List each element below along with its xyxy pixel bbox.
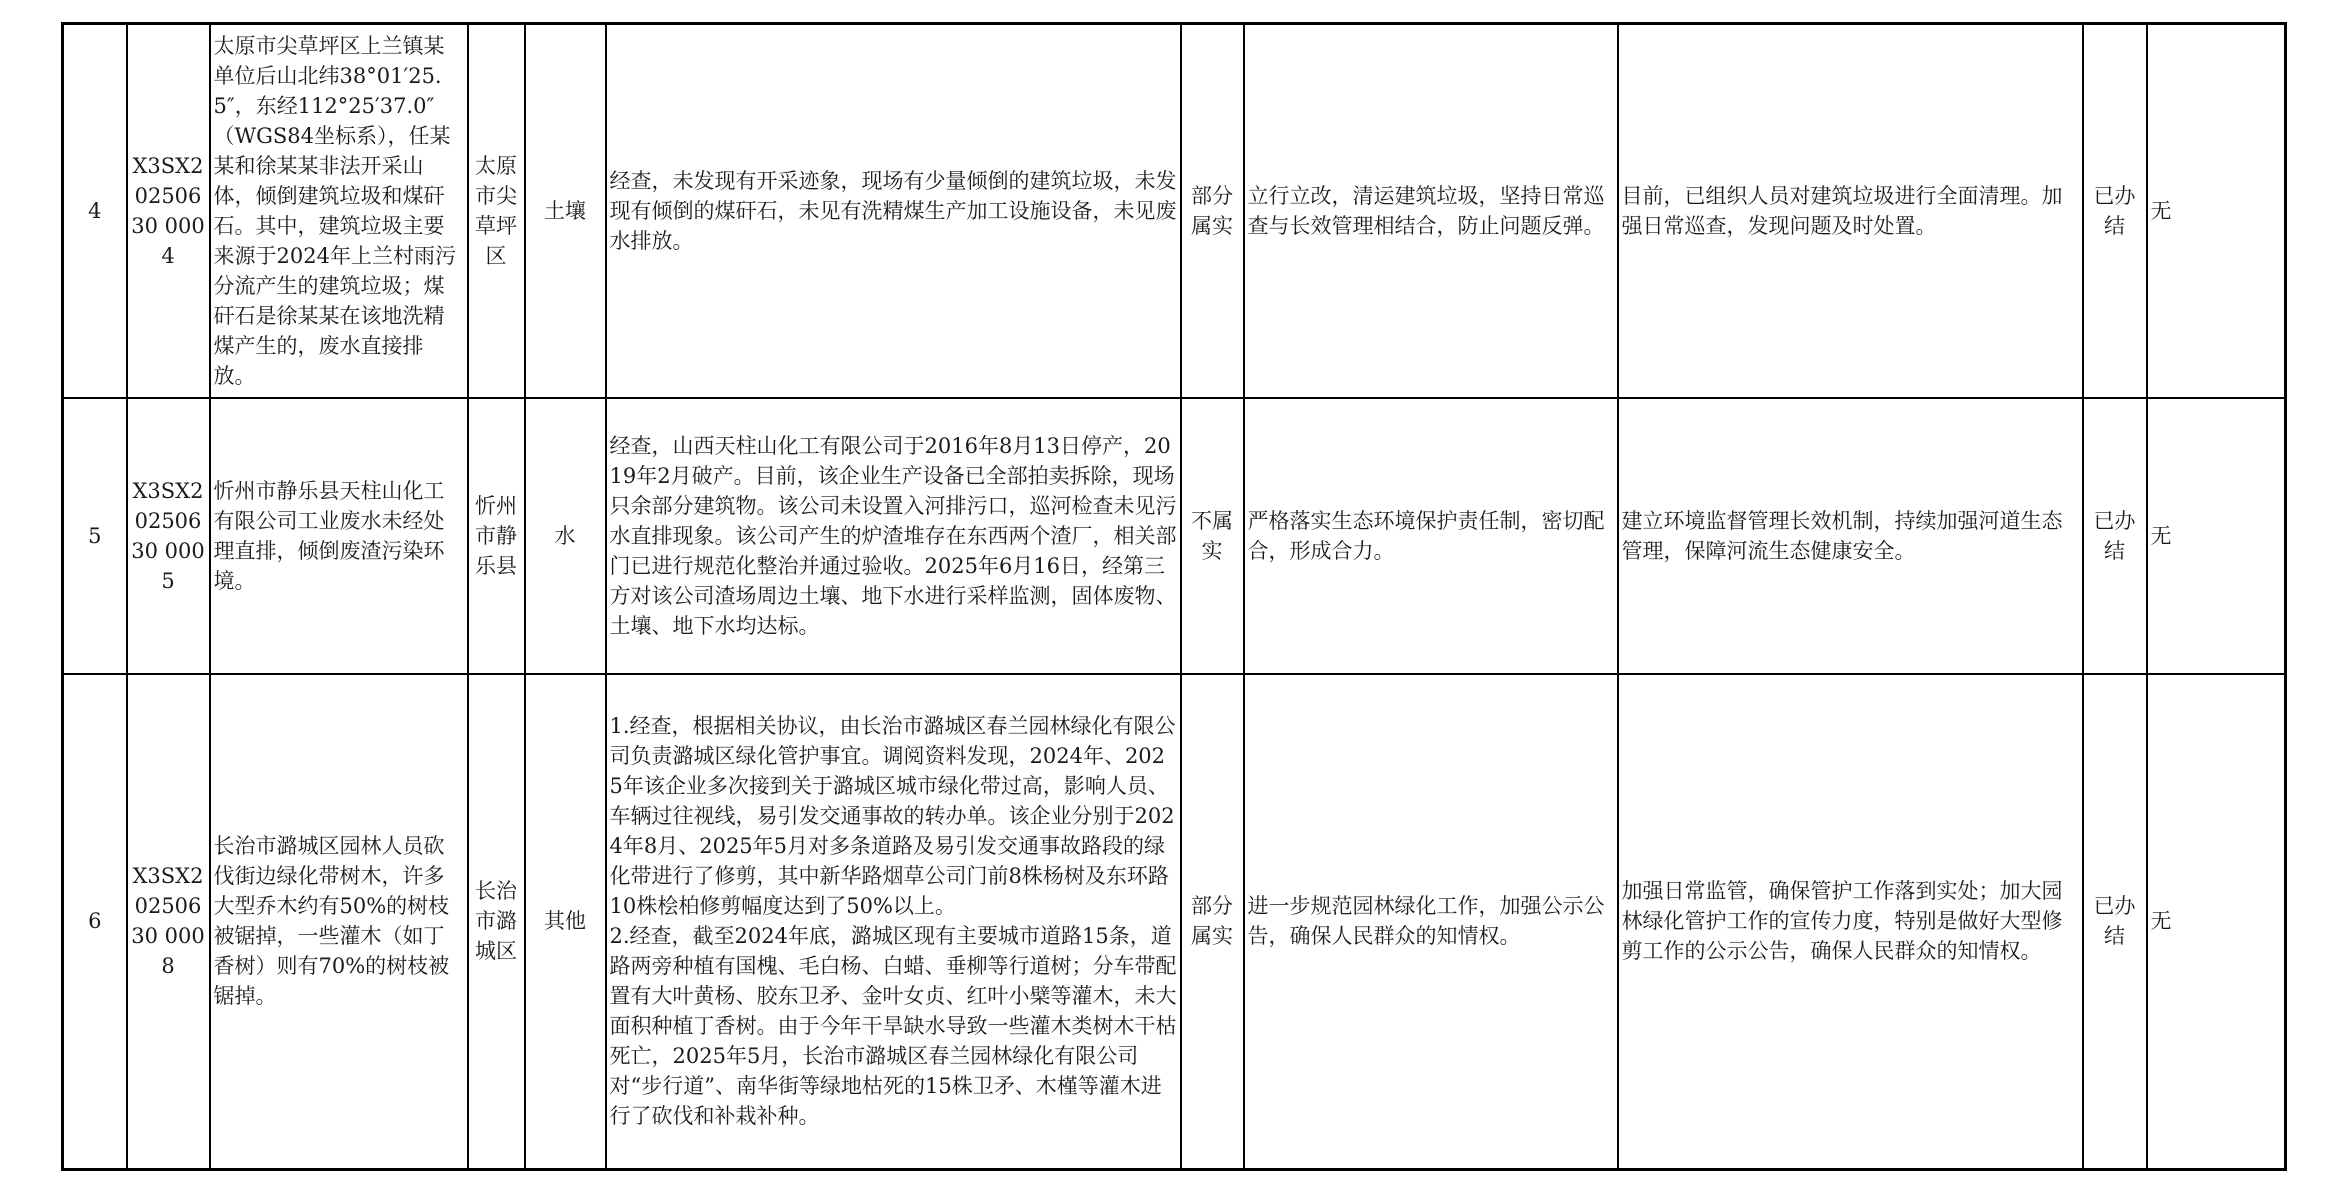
complaint-content: 长治市潞城区园林人员砍伐街边绿化带树木，许多大型乔木约有50%的树枝被锯掉，一些灌木（如丁香树）则有70%的树枝被锯掉。 <box>210 674 468 1170</box>
row-index: 6 <box>63 674 127 1170</box>
district: 忻州市静乐县 <box>468 398 525 674</box>
verdict: 不属实 <box>1181 398 1244 674</box>
table-row <box>63 24 2286 398</box>
complaint-content: 忻州市静乐县天柱山化工有限公司工业废水未经处理直排，倾倒废渣污染环境。 <box>210 398 468 674</box>
table-row <box>63 398 2286 674</box>
investigation-findings: 经查，山西天柱山化工有限公司于2016年8月13日停产，2019年2月破产。目前，该企业生产设备已全部拍卖拆除，现场只余部分建筑物。该公司未设置入河排污口，巡河检查未见污水直排现象。该公司产生的炉渣堆存在东西两个渣厂，相关部门已进行规范化整治并通过验收。2025年6月16日，经第三方对该公司渣场周边土壤、地下水进行采样监测，固体废物、土壤、地下水均达标。 <box>606 398 1181 674</box>
verdict: 部分属实 <box>1181 24 1244 398</box>
case-code: X3SX20250630 0004 <box>127 24 210 398</box>
status: 已办结 <box>2083 674 2147 1170</box>
case-code: X3SX20250630 0008 <box>127 674 210 1170</box>
pollution-type: 土壤 <box>525 24 606 398</box>
investigation-findings: 经查，未发现有开采迹象，现场有少量倾倒的建筑垃圾，未发现有倾倒的煤矸石，未见有洗精煤生产加工设施设备，未见废水排放。 <box>606 24 1181 398</box>
pollution-type: 水 <box>525 398 606 674</box>
longterm-mechanism: 目前，已组织人员对建筑垃圾进行全面清理。加强日常巡查，发现问题及时处置。 <box>1618 24 2083 398</box>
remark: 无 <box>2147 398 2286 674</box>
investigation-findings: 1.经查，根据相关协议，由长治市潞城区春兰园林绿化有限公司负责潞城区绿化管护事宜。调阅资料发现，2024年、2025年该企业多次接到关于潞城区城市绿化带过高，影响人员、车辆过往视线，易引发交通事故的转办单。该企业分别于2024年8月、2025年5月对多条道路及易引发交通事故路段的绿化带进行了修剪，其中新华路烟草公司门前8株杨树及东环路10株桧柏修剪幅度达到了50%以上。 2.经查，截至2024年底，潞城区现有主要城市道路15条，道路两旁种植有国槐、毛白杨、白蜡、垂柳等行道树；分车带配置有大叶黄杨、胶东卫矛、金叶女贞、红叶小檗等灌木，未大面积种植丁香树。由于今年干旱缺水导致一些灌木类树木干枯死亡，2025年5月，长治市潞城区春兰园林绿化有限公司对“步行道”、南华街等绿地枯死的15株卫矛、木槿等灌木进行了砍伐和补栽补种。 <box>606 674 1181 1170</box>
remark: 无 <box>2147 674 2286 1170</box>
complaint-content: 太原市尖草坪区上兰镇某单位后山北纬38°01′25.5″，东经112°25′37.0″（WGS84坐标系），任某某和徐某某非法开采山体，倾倒建筑垃圾和煤矸石。其中，建筑垃圾主要来源于2024年上兰村雨污分流产生的建筑垃圾；煤矸石是徐某某在该地洗精煤产生的，废水直接排放。 <box>210 24 468 398</box>
district: 长治市潞城区 <box>468 674 525 1170</box>
status: 已办结 <box>2083 398 2147 674</box>
rectification-measures: 立行立改，清运建筑垃圾，坚持日常巡查与长效管理相结合，防止问题反弹。 <box>1244 24 1618 398</box>
rectification-measures: 严格落实生态环境保护责任制，密切配合，形成合力。 <box>1244 398 1618 674</box>
verdict: 部分属实 <box>1181 674 1244 1170</box>
rectification-measures: 进一步规范园林绿化工作，加强公示公告，确保人民群众的知情权。 <box>1244 674 1618 1170</box>
complaint-table <box>61 22 2287 1171</box>
district: 太原市尖草坪区 <box>468 24 525 398</box>
longterm-mechanism: 加强日常监管，确保管护工作落到实处；加大园林绿化管护工作的宣传力度，特别是做好大型修剪工作的公示公告，确保人民群众的知情权。 <box>1618 674 2083 1170</box>
row-index: 5 <box>63 398 127 674</box>
table-row <box>63 674 2286 1170</box>
row-index: 4 <box>63 24 127 398</box>
pollution-type: 其他 <box>525 674 606 1170</box>
case-code: X3SX20250630 0005 <box>127 398 210 674</box>
remark: 无 <box>2147 24 2286 398</box>
status: 已办结 <box>2083 24 2147 398</box>
longterm-mechanism: 建立环境监督管理长效机制，持续加强河道生态管理，保障河流生态健康安全。 <box>1618 398 2083 674</box>
